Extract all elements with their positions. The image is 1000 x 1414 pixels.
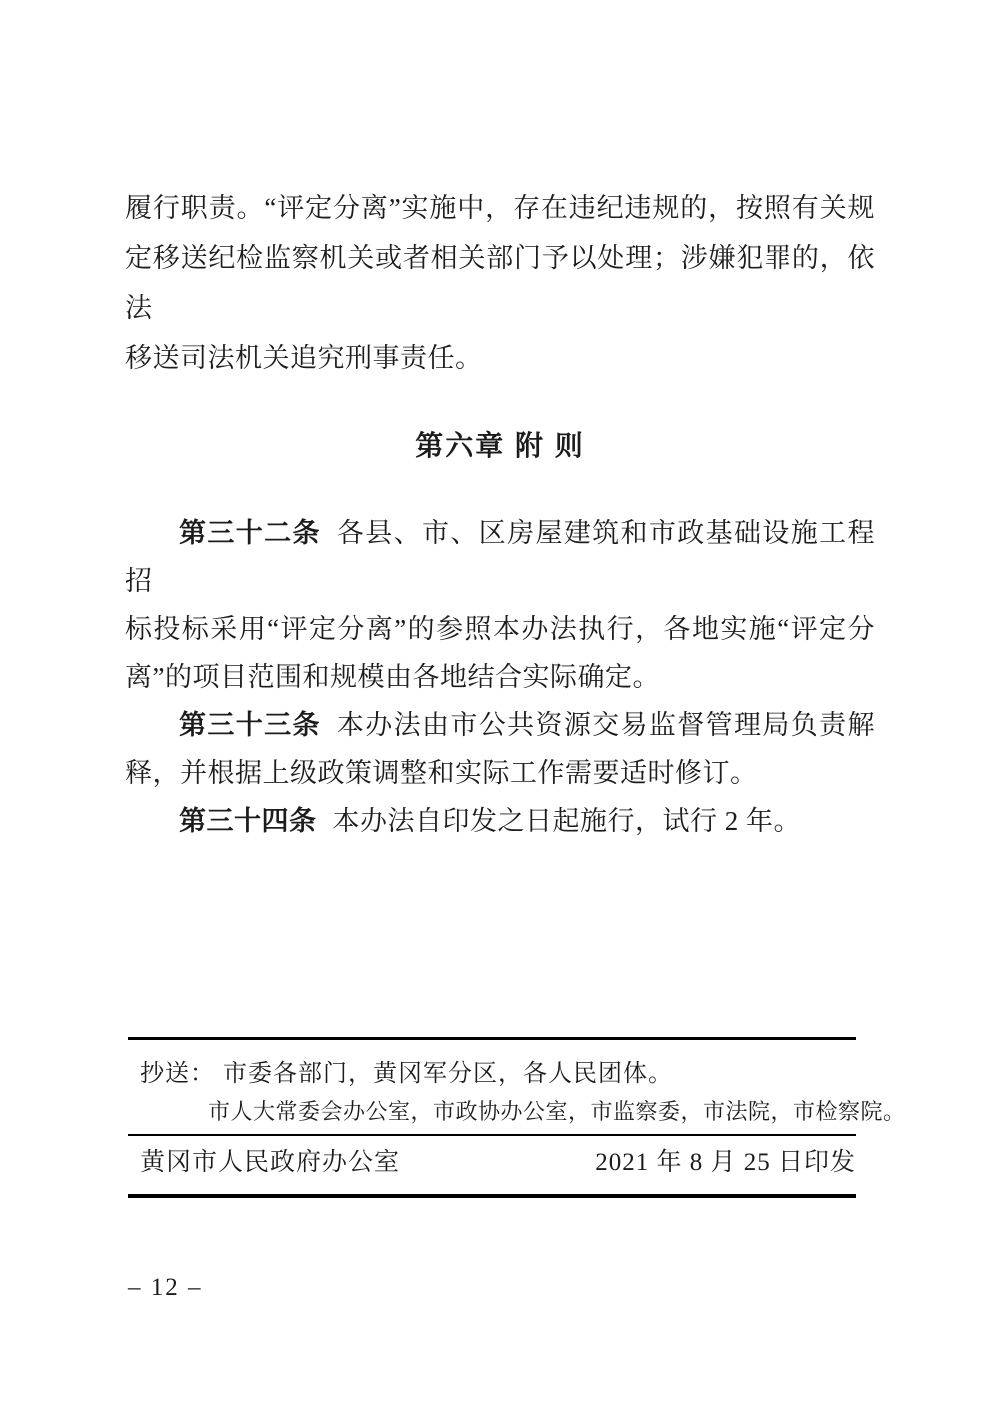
article-34-text: 本办法自印发之日起施行，试行 2 年。 bbox=[332, 806, 801, 836]
paragraph-duty-line-3: 移送司法机关追究刑事责任。 bbox=[125, 343, 483, 373]
footer-top-rule bbox=[128, 1037, 856, 1040]
footer-middle-rule bbox=[128, 1134, 856, 1136]
articles-section bbox=[125, 509, 875, 845]
article-32-number: 第三十二条 bbox=[179, 518, 321, 548]
article-32-line-2: 标投标采用“评定分离”的参照本办法执行，各地实施“评定分 bbox=[125, 614, 875, 644]
chapter-6-heading: 第六章 附 则 bbox=[415, 430, 585, 461]
print-date: 2021 年 8 月 25 日印发 bbox=[595, 1149, 856, 1176]
article-34-line-1 bbox=[125, 797, 875, 845]
article-33-number: 第三十三条 bbox=[179, 710, 321, 740]
issuer-office: 黄冈市人民政府办公室 bbox=[140, 1149, 401, 1176]
cc-recipients-line-1: 市委各部门，黄冈军分区，各人民团体。 bbox=[223, 1061, 673, 1087]
footer-bottom-rule bbox=[128, 1194, 856, 1198]
cc-recipients-line-2: 市人大常委会办公室，市政协办公室，市监察委，市法院，市检察院。 bbox=[208, 1099, 906, 1124]
page-number: – 12 – bbox=[128, 1274, 203, 1301]
paragraph-duty-line-2: 定移送纪检监察机关或者相关部门予以处理；涉嫌犯罪的，依法 bbox=[125, 243, 875, 323]
article-32 bbox=[125, 509, 875, 701]
paragraph-duty-line-1: 履行职责。“评定分离”实施中，存在违纪违规的，按照有关规 bbox=[125, 193, 875, 223]
issuer-row bbox=[140, 1146, 856, 1180]
cc-row-1 bbox=[140, 1058, 673, 1090]
document-body bbox=[125, 183, 875, 845]
article-32-line-1-text: 各县、市、区房屋建筑和市政基础设施工程招 bbox=[125, 518, 876, 596]
article-34-number: 第三十四条 bbox=[179, 806, 317, 836]
article-33-line-1 bbox=[125, 701, 875, 749]
article-33-line-1-text: 本办法由市公共资源交易监督管理局负责解 bbox=[336, 710, 876, 740]
paragraph-duty bbox=[125, 183, 875, 383]
cc-label: 抄送： bbox=[140, 1061, 215, 1087]
article-34 bbox=[125, 797, 875, 845]
article-32-line-3: 离”的项目范围和规模由各地结合实际确定。 bbox=[125, 662, 660, 692]
article-33 bbox=[125, 701, 875, 797]
article-33-line-2: 释，并根据上级政策调整和实际工作需要适时修订。 bbox=[125, 758, 758, 788]
article-32-line-1 bbox=[125, 509, 875, 605]
